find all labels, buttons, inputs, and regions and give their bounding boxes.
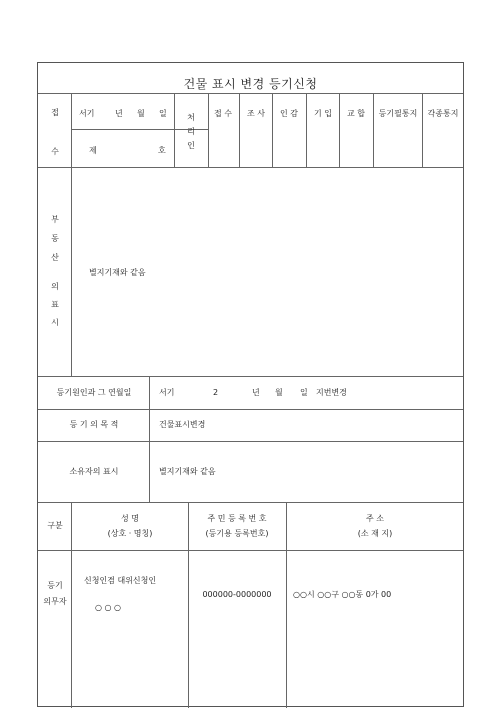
divider — [149, 376, 150, 502]
divider — [239, 93, 240, 167]
property-label-1: 부 — [51, 215, 59, 224]
name-header: 성 명 — [121, 514, 139, 523]
registration-form — [37, 62, 464, 707]
obligor-name: 신청인겸 대위신청인 — [84, 576, 157, 585]
id-header: 주 민 등 록 번 호 — [207, 514, 267, 523]
property-label-3: 산 — [51, 253, 59, 262]
divider — [38, 502, 463, 503]
divider — [71, 502, 72, 708]
reception-date-prefix: 서기 — [79, 109, 95, 118]
processing-col-collation: 교 합 — [347, 109, 365, 118]
cause-prefix: 서기 — [159, 388, 175, 397]
cause-label: 등기원인과 그 연월일 — [56, 388, 132, 397]
divider — [38, 550, 463, 551]
divider — [339, 93, 340, 167]
reception-label-top: 접 — [51, 108, 59, 117]
processing-col-entry: 기 입 — [314, 109, 332, 118]
purpose-label: 등 기 의 목 적 — [69, 420, 119, 429]
property-label-6: 시 — [51, 318, 59, 327]
divider — [71, 93, 72, 376]
divider — [422, 93, 423, 167]
cause-year: 년 — [252, 388, 260, 397]
property-label-2: 동 — [51, 234, 59, 243]
division-label: 구분 — [47, 521, 63, 530]
processing-col-various-notice: 각종통지 — [427, 109, 459, 118]
cause-year-num: 2 — [213, 388, 219, 397]
reception-month: 월 — [137, 109, 145, 118]
divider — [38, 441, 463, 442]
cause-day: 일 — [300, 388, 308, 397]
address-subheader: (소 재 지) — [357, 529, 393, 538]
reception-label-bottom: 수 — [51, 147, 59, 156]
reception-day: 일 — [159, 109, 167, 118]
divider — [272, 93, 273, 167]
divider — [188, 502, 189, 708]
property-content: 별지기재와 같음 — [89, 268, 146, 277]
property-label-4: 의 — [51, 282, 59, 291]
divider — [38, 93, 463, 94]
divider — [306, 93, 307, 167]
owner-label: 소유자의 표시 — [69, 467, 119, 476]
obligor-label-2: 의무자 — [43, 597, 67, 606]
obligor-seal-marks: ○ ○ ○ — [95, 603, 122, 612]
cause-month: 월 — [275, 388, 283, 397]
divider — [38, 167, 463, 168]
form-title: 건물 표시 변경 등기신청 — [183, 77, 318, 91]
cause-reason: 지번변경 — [316, 388, 347, 397]
processing-col-reception: 접 수 — [214, 109, 232, 118]
divider — [174, 93, 175, 167]
divider — [38, 376, 463, 377]
processing-col-seal: 인 감 — [280, 109, 298, 118]
divider — [373, 93, 374, 167]
name-subheader: (상호 · 명칭) — [107, 529, 153, 538]
purpose-value: 건물표시변경 — [159, 420, 206, 429]
processing-label-1: 처 — [187, 113, 195, 122]
property-label-5: 표 — [51, 300, 59, 309]
id-subheader: (등기용 등록번호) — [205, 529, 269, 538]
processing-label-3: 인 — [187, 141, 195, 150]
reception-number-prefix: 제 — [89, 146, 97, 155]
divider — [38, 409, 463, 410]
processing-col-completion-notice: 등기필통지 — [378, 109, 418, 118]
address-header: 주 소 — [366, 514, 384, 523]
processing-label-2: 리 — [187, 127, 195, 136]
divider — [208, 93, 209, 167]
owner-value: 별지기재와 같음 — [159, 467, 216, 476]
obligor-address: ○○시 ○○구 ○○동 0가 00 — [293, 590, 392, 599]
obligor-id-number: 000000-0000000 — [202, 590, 272, 599]
processing-col-inspection: 조 사 — [247, 109, 265, 118]
divider — [286, 502, 287, 708]
obligor-label-1: 등기 — [47, 581, 63, 590]
reception-number-suffix: 호 — [158, 146, 166, 155]
reception-year: 년 — [115, 109, 123, 118]
